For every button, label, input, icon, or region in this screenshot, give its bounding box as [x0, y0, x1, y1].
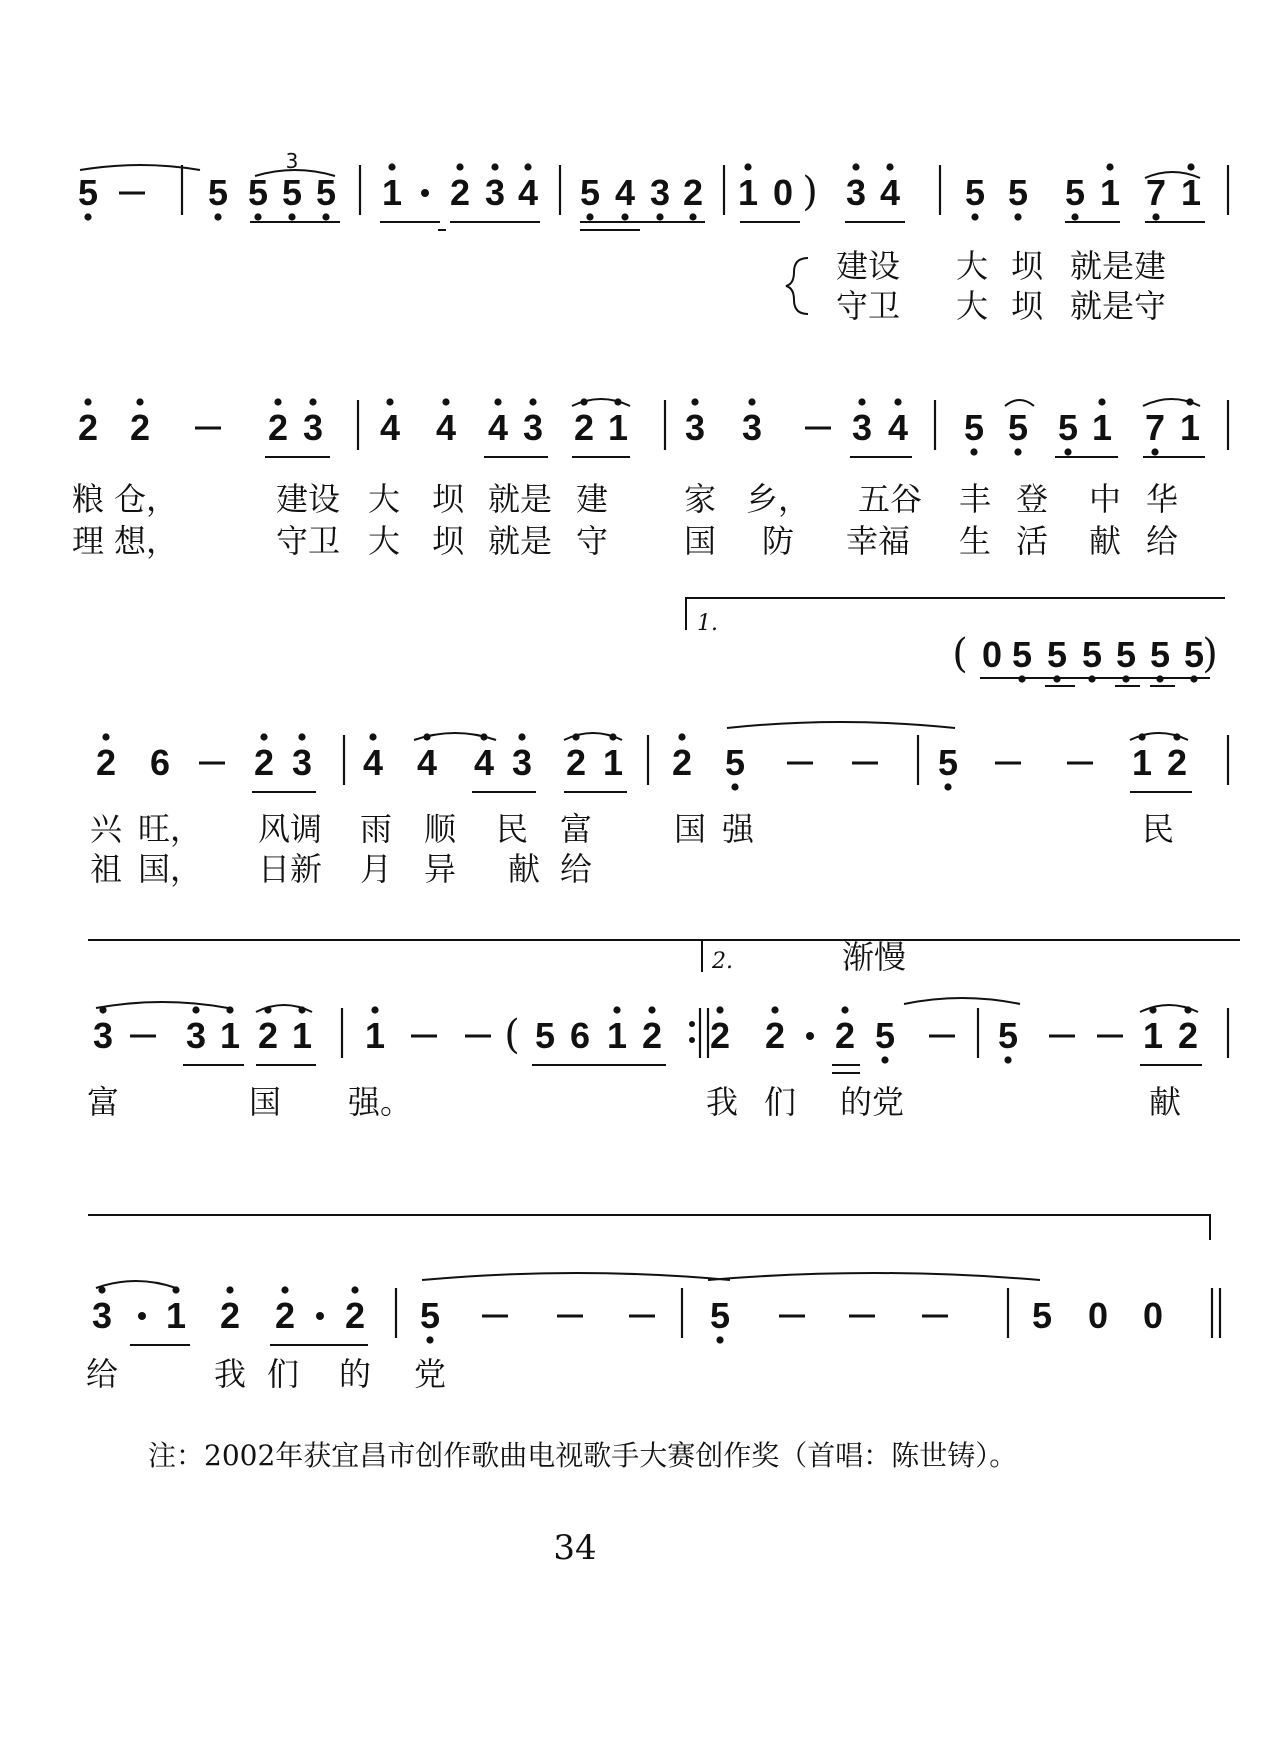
octave-dot-low — [322, 213, 329, 220]
lyric-verse2: 国 — [683, 522, 717, 560]
octave-dot-high — [894, 398, 901, 405]
octave-dot-high — [192, 1006, 199, 1013]
score-note: 1 — [1131, 742, 1153, 783]
octave-dot-low — [1152, 213, 1159, 220]
intro-note: 5 — [1081, 634, 1103, 675]
octave-dot-low — [881, 1056, 888, 1063]
score-note: 5 — [247, 172, 269, 213]
lyric-verse1: 顺 — [423, 810, 457, 848]
octave-dot-high — [716, 1006, 723, 1013]
score-note: 1 — [1099, 172, 1121, 213]
lyric-verse2: 防 — [761, 522, 795, 560]
octave-dot-high — [886, 163, 893, 170]
octave-dot-high — [771, 1006, 778, 1013]
augmentation-dot — [138, 1312, 146, 1320]
score-note: 2 — [682, 172, 704, 213]
score-note: 3 — [92, 1015, 114, 1056]
lyric-verse2: 国， — [137, 850, 203, 888]
brace — [786, 258, 808, 314]
intro-note: 0 — [981, 634, 1003, 675]
lyric-verse1: 华 — [1145, 480, 1179, 518]
score-note: 2 — [709, 1015, 731, 1056]
octave-dot-high — [386, 398, 393, 405]
lyric-verse1: 登 — [1015, 480, 1049, 518]
score-note: 5 — [724, 742, 746, 783]
lyric-verse2: 大 — [367, 522, 401, 560]
intro-note: 5 — [1149, 634, 1171, 675]
slur-tie — [1005, 400, 1034, 406]
octave-dot-high — [744, 163, 751, 170]
score-note: 4 — [416, 742, 438, 783]
octave-dot-high — [858, 398, 865, 405]
octave-dot-high — [529, 398, 536, 405]
score-note: 0 — [1087, 1295, 1109, 1336]
score-note: 5 — [1057, 407, 1079, 448]
score-note: 0 — [772, 172, 794, 213]
open-paren: ( — [952, 631, 968, 677]
octave-dot-high — [274, 398, 281, 405]
slur-tie — [96, 1002, 228, 1008]
lyric-verse1: 富 — [559, 810, 593, 848]
score-note: 2 — [1166, 742, 1188, 783]
octave-dot-low — [1014, 448, 1021, 455]
score-note: 2 — [1177, 1015, 1199, 1056]
score-note: 6 — [569, 1015, 591, 1056]
lyric-verse1: 乡， — [745, 480, 811, 518]
score-note: 2 — [77, 407, 99, 448]
lyric-verse1: 党 — [413, 1355, 447, 1393]
score-note: 1 — [165, 1295, 187, 1336]
octave-dot-high — [298, 733, 305, 740]
octave-dot-high — [494, 398, 501, 405]
score-note: 5 — [937, 742, 959, 783]
octave-dot-low — [716, 1336, 723, 1343]
score-note: 5 — [281, 172, 303, 213]
octave-dot-low — [689, 213, 696, 220]
score-note: 3 — [291, 742, 313, 783]
lyric-verse2: 给 — [559, 850, 593, 888]
slur-tie — [904, 998, 1020, 1004]
score-note: 3 — [845, 172, 867, 213]
lyric-verse1: 建设 — [275, 480, 341, 518]
score-note: 3 — [511, 742, 533, 783]
lyric-verse2: 就是 — [487, 522, 553, 560]
lyric-verse1: 的 — [338, 1355, 372, 1393]
lyric-verse2: 坝 — [431, 522, 465, 560]
score-note: 4 — [473, 742, 495, 783]
lyric-verse1: 粮 — [71, 480, 105, 518]
lyric-verse2: 幸福 — [845, 522, 911, 560]
slur-tie — [572, 399, 630, 406]
score-note: 1 — [737, 172, 759, 213]
score-note: 5 — [1031, 1295, 1053, 1336]
volta-label-2: 2. — [712, 949, 733, 974]
score-note: 3 — [741, 407, 763, 448]
score-note: 2 — [671, 742, 693, 783]
lyric-verse1: 强。 — [347, 1083, 413, 1121]
score-note: 5 — [207, 172, 229, 213]
score-note: 2 — [257, 1015, 279, 1056]
octave-dot-high — [442, 398, 449, 405]
tempo-marking: 渐慢 — [842, 938, 907, 976]
close-paren: ) — [1202, 631, 1218, 677]
score-note: 0 — [1142, 1295, 1164, 1336]
lyric-verse1: 我 — [705, 1083, 739, 1121]
score-note: 2 — [344, 1295, 366, 1336]
octave-dot-low — [254, 213, 261, 220]
lyric-verse1: 建设 — [835, 247, 901, 285]
score-note: 3 — [522, 407, 544, 448]
lyric-verse1: 献 — [1148, 1083, 1182, 1121]
octave-dot-high — [388, 163, 395, 170]
lyric-verse2: 给 — [1145, 522, 1179, 560]
score-note: 2 — [764, 1015, 786, 1056]
lyric-verse2: 活 — [1015, 522, 1049, 560]
lyric-verse1: 们 — [266, 1355, 300, 1393]
score-note: 1 — [381, 172, 403, 213]
lyric-verse1: 就是 — [487, 480, 553, 518]
octave-dot-high — [102, 733, 109, 740]
score-note: 5 — [579, 172, 601, 213]
lyric-verse1: 风调 — [257, 810, 323, 848]
lyric-verse2: 大 — [955, 287, 989, 325]
lyric-verse1: 坝 — [1010, 247, 1044, 285]
score-note: 4 — [487, 407, 509, 448]
lyric-verse1: 富 — [86, 1083, 120, 1121]
octave-dot-low — [426, 1336, 433, 1343]
score-note: 7 — [1145, 172, 1167, 213]
volta-label-1: 1. — [697, 611, 718, 636]
score-note: 2 — [219, 1295, 241, 1336]
octave-dot-low — [1151, 448, 1158, 455]
score-note: 1 — [219, 1015, 241, 1056]
octave-dot-low — [656, 213, 663, 220]
lyric-verse2: 祖 — [89, 850, 123, 888]
lyric-verse2: 异 — [423, 850, 457, 888]
score-note: 5 — [964, 172, 986, 213]
score-note: 1 — [1091, 407, 1113, 448]
score-note: 2 — [253, 742, 275, 783]
lyric-verse2: 就是守 — [1069, 287, 1167, 325]
lyric-verse1: 大 — [367, 480, 401, 518]
repeat-dot — [689, 1037, 695, 1043]
augmentation-dot — [316, 1312, 324, 1320]
score-note: 4 — [887, 407, 909, 448]
lyric-verse1: 国 — [673, 810, 707, 848]
lyric-verse1: 们 — [763, 1083, 797, 1121]
octave-dot-high — [136, 398, 143, 405]
octave-dot-high — [524, 163, 531, 170]
score-note: 4 — [362, 742, 384, 783]
slur-tie — [708, 1273, 1040, 1280]
score-note: 6 — [149, 742, 171, 783]
lyric-verse1: 五谷 — [857, 480, 923, 518]
score-note: 2 — [449, 172, 471, 213]
lyric-verse1: 中 — [1088, 480, 1122, 518]
octave-dot-low — [944, 783, 951, 790]
footnote: 注：2002年获宜昌市创作歌曲电视歌手大赛创作奖（首唱：陈世铸）。 — [148, 1439, 1018, 1472]
score-note: 1 — [364, 1015, 386, 1056]
octave-dot-high — [518, 733, 525, 740]
score-note: 5 — [315, 172, 337, 213]
octave-dot-low — [214, 213, 221, 220]
octave-dot-high — [648, 1006, 655, 1013]
lyric-verse1: 国 — [248, 1083, 282, 1121]
score-note: 1 — [607, 407, 629, 448]
score-note: 5 — [997, 1015, 1019, 1056]
score-note: 5 — [874, 1015, 896, 1056]
score-note: 2 — [573, 407, 595, 448]
lyric-verse1: 就是建 — [1069, 247, 1167, 285]
intro-note: 5 — [1115, 634, 1137, 675]
lyric-verse1: 民 — [1141, 810, 1175, 848]
score-note: 3 — [484, 172, 506, 213]
octave-dot-high — [852, 163, 859, 170]
octave-dot-low — [84, 213, 91, 220]
lyric-verse1: 丰 — [958, 480, 992, 518]
lyric-verse1: 给 — [85, 1355, 119, 1393]
octave-dot-low — [621, 213, 628, 220]
score-note: 5 — [534, 1015, 556, 1056]
octave-dot-high — [491, 163, 498, 170]
score-note: 5 — [709, 1295, 731, 1336]
close-paren: ) — [802, 169, 818, 215]
score-note: 2 — [274, 1295, 296, 1336]
octave-dot-low — [731, 783, 738, 790]
octave-dot-high — [281, 1286, 288, 1293]
octave-dot-high — [226, 1286, 233, 1293]
lyric-verse2: 献 — [1088, 522, 1122, 560]
score-note: 3 — [684, 407, 706, 448]
slur-tie — [96, 1281, 176, 1288]
slur-tie — [727, 722, 955, 728]
lyric-verse2: 坝 — [1010, 287, 1044, 325]
score-note: 5 — [419, 1295, 441, 1336]
score-note: 3 — [302, 407, 324, 448]
lyric-verse1: 我 — [213, 1355, 247, 1393]
octave-dot-low — [1064, 448, 1071, 455]
lyric-verse2: 守卫 — [835, 287, 901, 325]
score-note: 2 — [267, 407, 289, 448]
score-note: 4 — [517, 172, 539, 213]
lyric-verse1: 雨 — [359, 810, 393, 848]
score-note: 7 — [1144, 407, 1166, 448]
octave-dot-high — [260, 733, 267, 740]
score-note: 3 — [91, 1295, 113, 1336]
octave-dot-high — [371, 1006, 378, 1013]
octave-dot-high — [1106, 163, 1113, 170]
lyric-verse2: 守 — [575, 522, 609, 560]
augmentation-dot — [806, 1032, 814, 1040]
octave-dot-low — [970, 448, 977, 455]
lyric-verse2: 献 — [507, 850, 541, 888]
score-note: 2 — [641, 1015, 663, 1056]
octave-dot-low — [971, 213, 978, 220]
score-note: 3 — [851, 407, 873, 448]
octave-dot-low — [1071, 213, 1078, 220]
score-note: 3 — [185, 1015, 207, 1056]
score-note: 5 — [1007, 172, 1029, 213]
score-note: 4 — [614, 172, 636, 213]
lyric-verse1: 民 — [495, 810, 529, 848]
octave-dot-low — [1014, 213, 1021, 220]
octave-dot-high — [748, 398, 755, 405]
octave-dot-high — [369, 733, 376, 740]
score-note: 2 — [129, 407, 151, 448]
page-number: 34 — [553, 1528, 597, 1568]
score-note: 2 — [565, 742, 587, 783]
score-note: 4 — [879, 172, 901, 213]
intro-note: 5 — [1183, 634, 1205, 675]
score-note: 4 — [435, 407, 457, 448]
score-note: 5 — [1007, 407, 1029, 448]
octave-dot-high — [613, 1006, 620, 1013]
lyric-verse2: 想， — [113, 522, 179, 560]
lyric-verse1: 建 — [575, 480, 609, 518]
repeat-dot — [689, 1021, 695, 1027]
score-note: 2 — [95, 742, 117, 783]
octave-dot-high — [84, 398, 91, 405]
lyric-verse1: 强 — [721, 810, 755, 848]
lyric-verse1: 旺， — [137, 810, 203, 848]
lyric-verse2: 守卫 — [275, 522, 341, 560]
score-note: 3 — [649, 172, 671, 213]
octave-dot-high — [1098, 398, 1105, 405]
octave-dot-high — [1187, 163, 1194, 170]
score-note: 5 — [77, 172, 99, 213]
score-note: 1 — [1179, 407, 1201, 448]
score-note: 1 — [291, 1015, 313, 1056]
lyric-verse1: 坝 — [431, 480, 465, 518]
lyric-verse1: 家 — [683, 480, 717, 518]
lyric-verse2: 理 — [71, 522, 105, 560]
octave-dot-high — [456, 163, 463, 170]
lyric-verse2: 日新 — [257, 850, 323, 888]
open-paren: ( — [504, 1012, 520, 1058]
slur-tie — [422, 1273, 730, 1280]
lyric-verse2: 生 — [958, 522, 992, 560]
score-note: 5 — [1064, 172, 1086, 213]
octave-dot-high — [691, 398, 698, 405]
rule-line — [88, 1215, 1210, 1240]
intro-note: 5 — [1046, 634, 1068, 675]
octave-dot-low — [288, 213, 295, 220]
octave-dot-low — [1004, 1056, 1011, 1063]
lyric-verse2: 月 — [359, 850, 393, 888]
volta-bracket-1 — [686, 598, 1225, 630]
intro-note: 5 — [1011, 634, 1033, 675]
score-note: 1 — [1180, 172, 1202, 213]
octave-dot-high — [309, 398, 316, 405]
score-note: 2 — [834, 1015, 856, 1056]
augmentation-dot — [421, 189, 429, 197]
octave-dot-low — [586, 213, 593, 220]
lyric-verse1: 的党 — [839, 1083, 905, 1121]
octave-dot-high — [678, 733, 685, 740]
triplet-number: 3 — [285, 149, 299, 173]
lyric-verse1: 兴 — [89, 810, 123, 848]
score-note: 4 — [379, 407, 401, 448]
lyric-verse1: 仓， — [113, 480, 179, 518]
octave-dot-high — [841, 1006, 848, 1013]
score-note: 1 — [1142, 1015, 1164, 1056]
score-note: 1 — [602, 742, 624, 783]
lyric-verse1: 大 — [955, 247, 989, 285]
score-note: 1 — [606, 1015, 628, 1056]
octave-dot-high — [351, 1286, 358, 1293]
score-note: 5 — [963, 407, 985, 448]
